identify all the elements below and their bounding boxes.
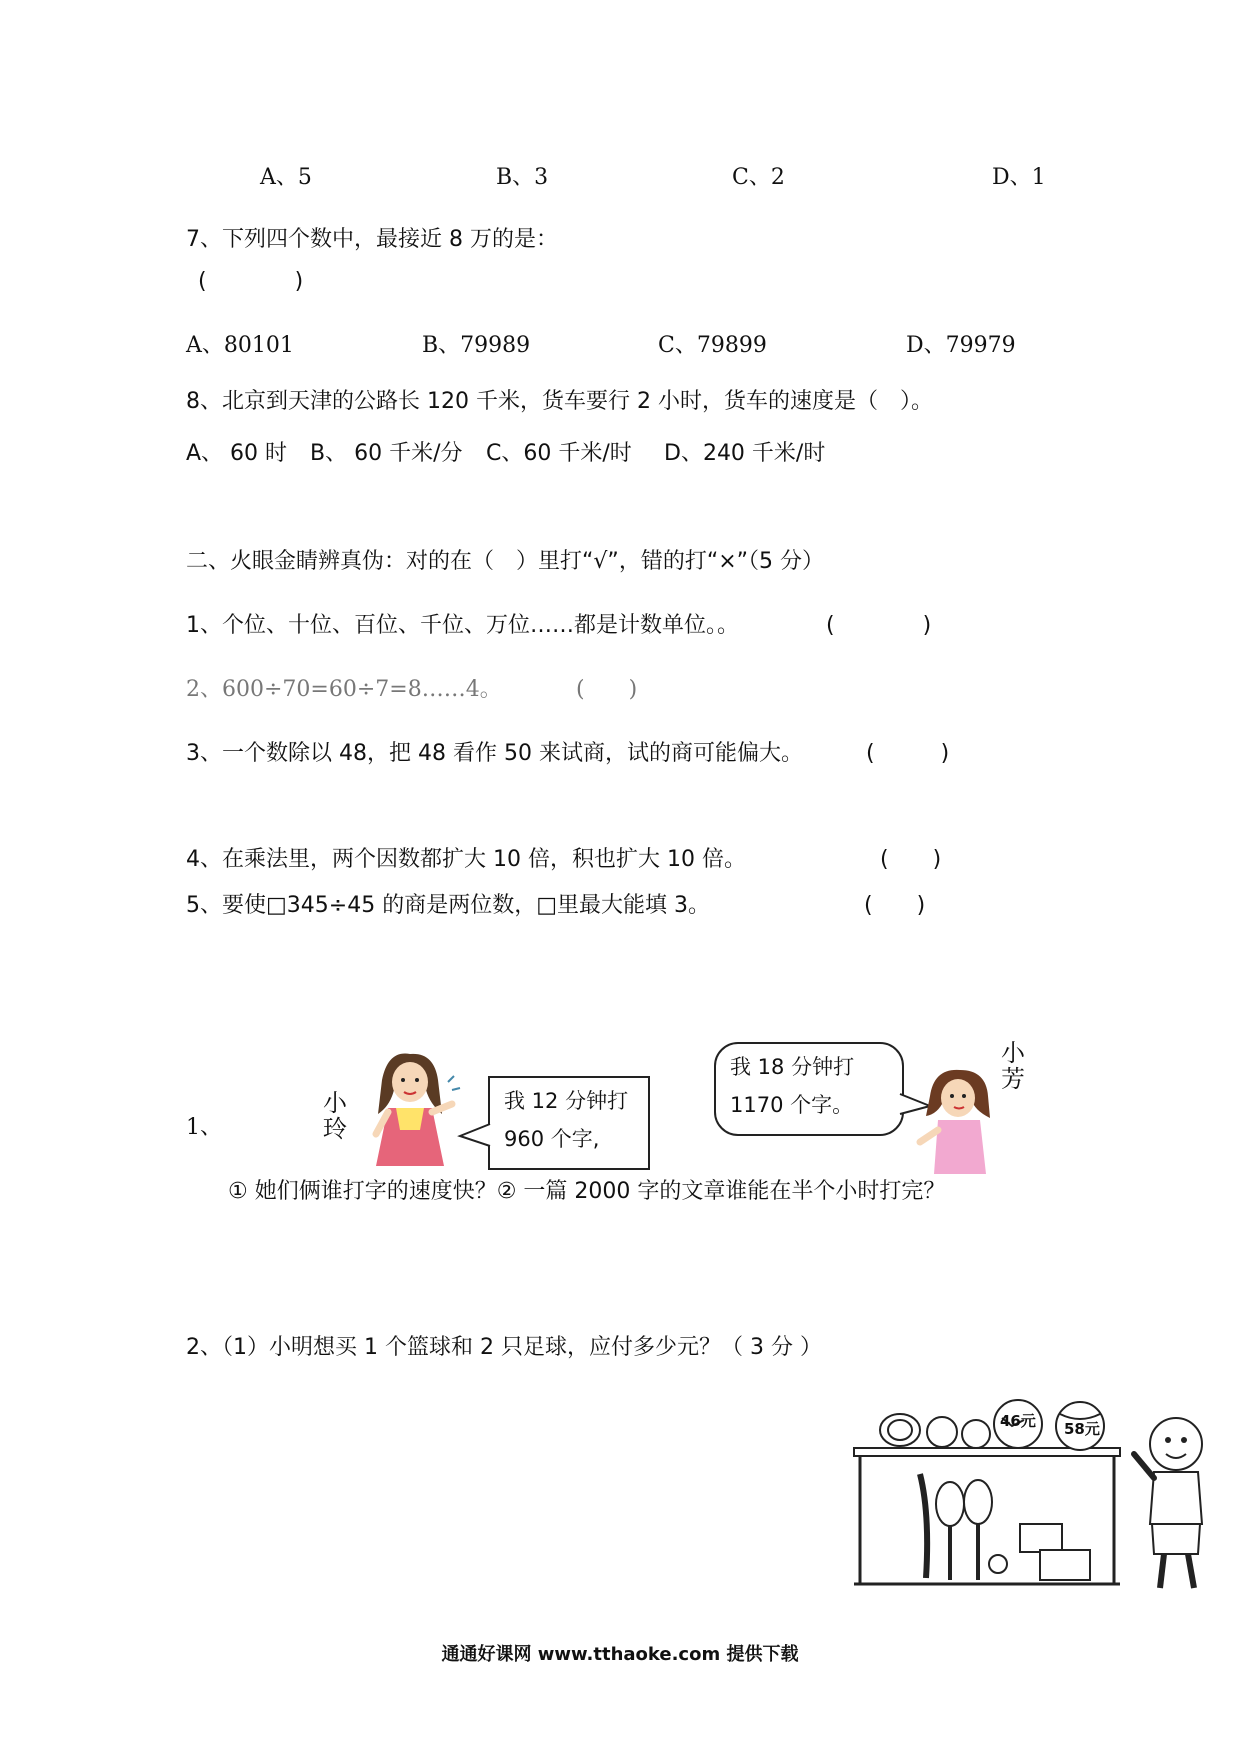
q7-answer-paren: ( ): [198, 269, 304, 294]
q7-question: 7、下列四个数中，最接近 8 万的是：: [186, 227, 558, 252]
basketball-price-label: 58元: [1064, 1420, 1100, 1438]
tf-item-4-text: 4、在乘法里，两个因数都扩大 10 倍，积也扩大 10 倍。: [186, 847, 746, 872]
q7-option-c: C、79899: [658, 333, 767, 358]
tf-item-3-paren: ( ): [866, 741, 950, 766]
bubble1-line1: 我 12 分钟打: [504, 1089, 629, 1113]
tf-item-2-text: 2、600÷70=60÷7=8……4。: [186, 677, 502, 702]
girl1-name: 小玲: [323, 1089, 347, 1143]
q6-option-c: C、2: [732, 165, 785, 190]
section2-title: 二、火眼金睛辨真伪：对的在（ ）里打“√”，错的打“×”（5 分）: [186, 549, 825, 574]
problem1-number: 1、: [186, 1115, 222, 1140]
q7-option-b: B、79989: [422, 333, 531, 358]
girl2-name: 小芳: [1001, 1039, 1025, 1093]
q7-option-d: D、79979: [906, 333, 1016, 358]
girl1-speech-bubble: [488, 1076, 650, 1170]
page-footer: 通通好课网 www.tthaoke.com 提供下载: [441, 1644, 799, 1665]
bubble1-line2: 960 个字,: [504, 1127, 600, 1151]
problem2-question: 2、（1）小明想买 1 个篮球和 2 只足球，应付多少元？（ 3 分 ）: [186, 1335, 822, 1360]
q6-option-d: D、1: [992, 165, 1046, 190]
tf-item-4-paren: ( ): [880, 847, 942, 872]
q6-option-b: B、3: [496, 165, 549, 190]
football-price-label: 46元: [1000, 1412, 1036, 1430]
tf-item-2-paren: ( ): [576, 677, 638, 702]
bubble2-line1: 我 18 分钟打: [730, 1055, 855, 1079]
tf-item-5-text: 5、要使□345÷45 的商是两位数，□里最大能填 3。: [186, 893, 710, 918]
tf-item-1-text: 1、个位、十位、百位、千位、万位……都是计数单位。。: [186, 613, 739, 638]
tf-item-3-text: 3、一个数除以 48，把 48 看作 50 来试商，试的商可能偏大。: [186, 741, 803, 766]
q8-option-d: D、240 千米/时: [664, 441, 826, 466]
q8-option-b: B、 60 千米/分: [310, 441, 463, 466]
q6-option-a: A、5: [260, 165, 312, 190]
bubble2-line2: 1170 个字。: [730, 1093, 854, 1117]
sports-shelf-illustration: [850, 1374, 1210, 1604]
q8-option-a: A、 60 时: [186, 441, 288, 466]
girl2-speech-bubble: [714, 1042, 904, 1136]
tf-item-1-paren: ( ): [826, 613, 932, 638]
girl-xiaofang-illustration: [914, 1066, 1004, 1176]
tf-item-5-paren: ( ): [864, 893, 926, 918]
q8-question: 8、北京到天津的公路长 120 千米，货车要行 2 小时，货车的速度是（ ）。: [186, 389, 933, 414]
q7-option-a: A、80101: [186, 333, 294, 358]
q8-option-c: C、60 千米/时: [486, 441, 632, 466]
problem1-question: ① 她们俩谁打字的速度快？② 一篇 2000 字的文章谁能在半个小时打完？: [228, 1179, 946, 1204]
girl-xiaoling-illustration: [360, 1050, 460, 1170]
bubble1-tail: [458, 1120, 492, 1150]
